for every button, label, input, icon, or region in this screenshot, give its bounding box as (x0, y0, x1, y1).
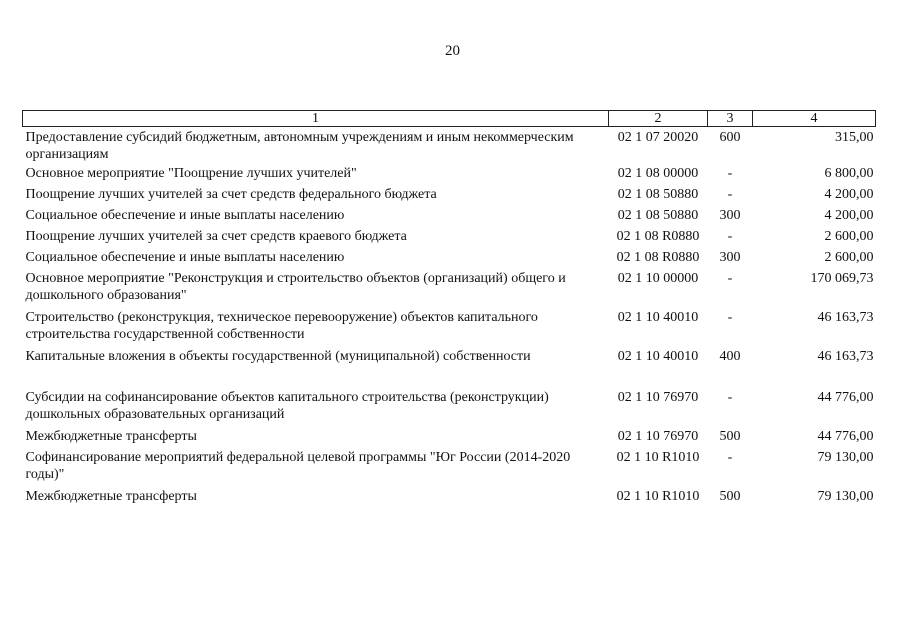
row-code: 02 1 08 R0880 (616, 229, 700, 244)
row-name: Строительство (реконструкция, техническое перевооружение) объектов капитального строительства государственной собственности (25, 310, 538, 342)
row-code: 02 1 08 50880 (617, 187, 699, 202)
table-row (23, 389, 876, 428)
column-header-3: 3 (708, 111, 753, 127)
column-header-4: 4 (753, 111, 876, 127)
table-row (23, 348, 876, 389)
row-sum: 44 776,00 (817, 429, 874, 444)
row-sum: 4 200,00 (824, 187, 874, 202)
row-code: 02 1 08 50880 (617, 208, 699, 223)
table-header-row (23, 111, 876, 127)
row-code: 02 1 07 20020 (617, 130, 699, 145)
row-type: - (727, 271, 733, 286)
row-sum: 6 800,00 (824, 166, 874, 181)
table-row (23, 449, 876, 488)
row-code: 02 1 10 76970 (617, 390, 699, 405)
row-type: - (727, 450, 733, 465)
row-sum: 2 600,00 (824, 250, 874, 265)
row-sum: 2 600,00 (824, 229, 874, 244)
row-name: Основное мероприятие "Поощрение лучших учителей" (25, 166, 357, 181)
budget-table (22, 110, 876, 509)
row-name: Социальное обеспечение и иные выплаты населению (25, 208, 345, 223)
page-number: 20 (445, 43, 460, 59)
row-sum: 44 776,00 (817, 390, 874, 405)
row-type: 300 (719, 250, 741, 265)
row-code: 02 1 10 76970 (617, 429, 699, 444)
table-row (23, 309, 876, 348)
row-name: Софинансирование мероприятий федеральной целевой программы "Юг России (2014-2020 годы)" (25, 450, 571, 482)
row-sum: 79 130,00 (817, 450, 874, 465)
row-code: 02 1 10 40010 (617, 310, 699, 325)
row-sum: 4 200,00 (824, 208, 874, 223)
row-name: Предоставление субсидий бюджетным, автономным учреждениям и иным некоммерческим организациям (25, 130, 574, 162)
row-name: Капитальные вложения в объекты государственной (муниципальной) собственности (25, 349, 531, 364)
row-code: 02 1 10 R1010 (616, 450, 700, 465)
table-row (23, 127, 876, 166)
row-type: - (727, 187, 733, 202)
row-type: 300 (719, 208, 741, 223)
row-name: Межбюджетные трансферты (25, 429, 197, 444)
row-name: Межбюджетные трансферты (25, 489, 197, 504)
table-row (23, 428, 876, 449)
row-code: 02 1 10 00000 (617, 271, 699, 286)
row-name: Поощрение лучших учителей за счет средств федерального бюджета (25, 187, 437, 202)
table-row (23, 249, 876, 270)
table-row (23, 488, 876, 509)
table-row (23, 207, 876, 228)
row-code: 02 1 10 40010 (617, 349, 699, 364)
row-code: 02 1 10 R1010 (616, 489, 700, 504)
table-row (23, 270, 876, 309)
row-name: Социальное обеспечение и иные выплаты населению (25, 250, 345, 265)
row-code: 02 1 08 00000 (617, 166, 699, 181)
row-type: 600 (719, 130, 741, 145)
row-type: - (727, 310, 733, 325)
row-type: 400 (719, 349, 741, 364)
row-name: Основное мероприятие "Реконструкция и строительство объектов (организаций) общего и дошкольного образования" (25, 271, 566, 303)
row-sum: 79 130,00 (817, 489, 874, 504)
row-sum: 46 163,73 (817, 310, 874, 325)
table-row (23, 186, 876, 207)
row-sum: 46 163,73 (817, 349, 874, 364)
row-sum: 170 069,73 (810, 271, 874, 286)
column-header-1: 1 (23, 111, 609, 127)
row-type: 500 (719, 429, 741, 444)
table-row (23, 165, 876, 186)
row-code: 02 1 08 R0880 (616, 250, 700, 265)
row-type: - (727, 166, 733, 181)
row-type: - (727, 229, 733, 244)
row-name: Поощрение лучших учителей за счет средств краевого бюджета (25, 229, 407, 244)
row-name: Субсидии на софинансирование объектов капитального строительства (реконструкции) дошкольных образовательных организаций (25, 390, 549, 422)
table-row (23, 228, 876, 249)
row-type: - (727, 390, 733, 405)
row-sum: 315,00 (835, 130, 874, 145)
column-header-2: 2 (609, 111, 708, 127)
row-type: 500 (719, 489, 741, 504)
